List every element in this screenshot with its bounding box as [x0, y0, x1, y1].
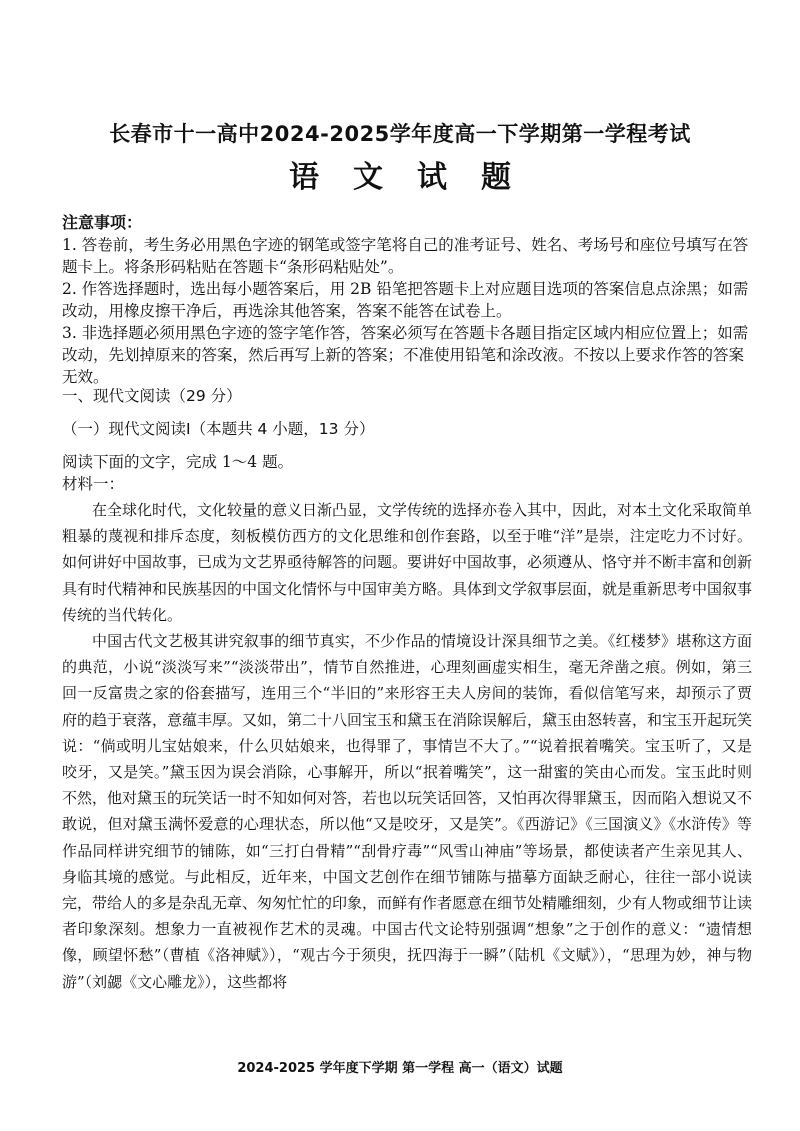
material-label: 材料一： [62, 475, 125, 493]
reading-instruction: 阅读下面的文字，完成 1～4 题。 [62, 453, 294, 471]
subsection-heading: （一）现代文阅读Ⅰ（本题共 4 小题，13 分） [62, 420, 375, 438]
notes-item: 2. 作答选择题时，选出每小题答案后，用 2B 铅笔把答题卡上对应题目选项的答案信息点涂黑；如需改动，用橡皮擦干净后，再选涂其他答案，答案不能答在试卷上。 [62, 280, 749, 320]
section-heading: 一、现代文阅读（29 分） [62, 387, 242, 405]
subject-title: 语文试题 [289, 160, 545, 195]
passage-paragraph: 中国古代文艺极其讲究叙事的细节真实，不少作品的情境设计深具细节之美。《红楼梦》堪称这方面的典范，小说“淡淡写来”“淡淡带出”，情节自然推进，心理刻画虚实相生，毫无斧凿之痕。例如，第三回一反富贵之家的俗套描写，连用三个“半旧的”来形容王夫人房间的装饰，看似信笔写来，却预示了贾府的趋于衰落，意蕴丰厚。又如，第二十八回宝玉和黛玉在消除误解后，黛玉由怒转喜，和宝玉开起玩笑说：“倘或明儿宝姑娘来，什么贝姑娘来，也得罪了，事情岂不大了。”“说着抿着嘴笑。宝玉听了，又是咬牙，又是笑。”黛玉因为误会消除，心事解开，所以“抿着嘴笑”，这一甜蜜的笑由心而发。宝玉此时则不然，他对黛玉的玩笑话一时不知如何对答，若也以玩笑话回答，又怕再次得罪黛玉，因而陷入想说又不敢说，但对黛玉满怀爱意的心理状态，所以他“又是咬牙，又是笑”。《西游记》《三国演义》《水浒传》等作品同样讲究细节的铺陈，如“三打白骨精”“刮骨疗毒”“风雪山神庙”等场景，都使读者产生亲见其人、身临其境的感觉。与此相反，近年来，中国文艺创作在细节铺陈与描摹方面缺乏耐心，往往一部小说读完，带给人的多是杂乱无章、匆匆忙忙的印象，而鲜有作者愿意在细节处精雕细刻，少有人物或细节让读者印象深刻。想象力一直被视作艺术的灵魂。中国古代文论特别强调“想象”之于创作的意义：“遗情想像，顾望怀愁”（曹植《洛神赋》），“观古今于须臾，抚四海于一瞬”（陆机《文赋》），“思理为妙，神与物游”（刘勰《文心雕龙》），这些都将 [62, 632, 753, 991]
exam-title: 长春市十一高中2024-2025学年度高一下学期第一学程考试 [109, 122, 691, 146]
notes-item: 1. 答卷前，考生务必用黑色字迹的钢笔或签字笔将自己的准考证号、姓名、考场号和座位号填写在答题卡上。将条形码粘贴在答题卡“条形码粘贴处”。 [62, 236, 749, 276]
passage-paragraph: 在全球化时代，文化较量的意义日渐凸显，文学传统的选择亦卷入其中，因此，对本土文化采取简单粗暴的蔑视和排斥态度，刻板模仿西方的文化思维和创作套路，以至于唯“洋”是崇，注定吃力不讨好。如何讲好中国故事，已成为文艺界亟待解答的问题。要讲好中国故事，必须遵从、恪守并不断丰富和创新具有时代精神和民族基因的中国文化情怀与中国审美方略。具体到文学叙事层面，就是重新思考中国叙事传统的当代转化。 [62, 501, 753, 624]
notes-item: 3. 非选择题必须用黑色字迹的签字笔作答，答案必须写在答题卡各题目指定区域内相应位置上；如需改动，先划掉原来的答案，然后再写上新的答案；不准使用铅笔和涂改液。不按以上要求作答的答案无效。 [62, 324, 749, 386]
passage [62, 497, 752, 995]
notes-heading: 注意事项： [62, 213, 143, 232]
notes-block [62, 212, 752, 388]
page-footer: 2024-2025 学年度下学期 第一学程 高一（语文）试题 [237, 1061, 563, 1076]
